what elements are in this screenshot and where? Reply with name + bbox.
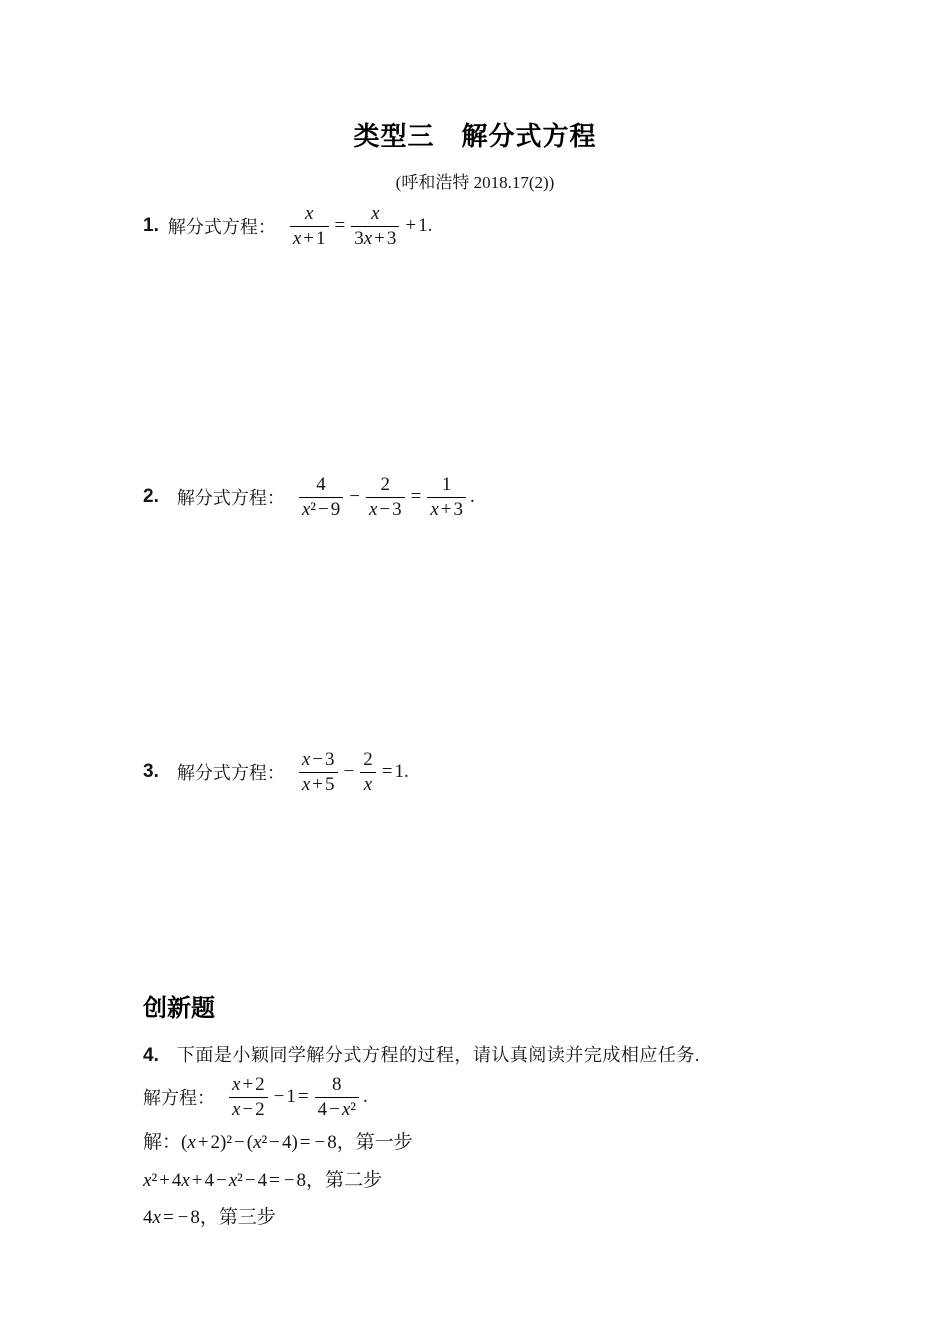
denominator: 4 − x² xyxy=(317,1098,356,1120)
problem-4-number: 4. xyxy=(143,1045,159,1066)
solve-equation-line xyxy=(143,1074,368,1121)
problem-1-number: 1. xyxy=(143,215,159,237)
problem-3 xyxy=(143,749,409,796)
solve-label: 解方程： xyxy=(143,1088,215,1109)
problem-2-number: 2. xyxy=(143,486,159,508)
source-note: (呼和浩特 2018.17(2)) xyxy=(395,173,555,192)
math-text: . xyxy=(469,486,475,508)
problem-2 xyxy=(143,474,475,521)
fraction-bar xyxy=(351,226,399,227)
fraction-bar xyxy=(366,497,405,498)
section-heading: 创新题 xyxy=(143,995,215,1022)
solve-equation xyxy=(225,1074,368,1121)
math-text: − 1 = xyxy=(273,1086,309,1108)
denominator: x + 1 xyxy=(292,227,326,249)
fraction xyxy=(299,749,338,796)
fraction xyxy=(315,1074,359,1121)
fraction xyxy=(360,749,376,796)
denominator: x + 5 xyxy=(301,773,335,795)
fraction-bar xyxy=(229,1097,268,1098)
page-title: 类型三 解分式方程 xyxy=(353,121,597,151)
math-text: . xyxy=(362,1086,368,1108)
fraction xyxy=(229,1074,268,1121)
fraction xyxy=(366,474,405,521)
denominator: x − 2 xyxy=(232,1098,265,1120)
fraction-bar xyxy=(360,772,376,773)
numerator: 1 xyxy=(441,474,452,495)
math-text: = 1. xyxy=(381,761,409,783)
fraction-bar xyxy=(290,226,329,227)
problem-3-prompt: 解分式方程： xyxy=(176,763,285,784)
denominator: x² − 9 xyxy=(301,498,341,520)
fraction xyxy=(299,474,343,521)
math-text: = xyxy=(410,486,422,508)
problem-3-equation xyxy=(295,749,409,796)
fraction xyxy=(427,474,466,521)
numerator: x − 3 xyxy=(301,749,335,770)
numerator: x xyxy=(304,203,314,224)
math-text: − xyxy=(349,486,360,508)
problem-3-number: 3. xyxy=(143,761,159,783)
numerator: x xyxy=(371,203,380,224)
numerator: x + 2 xyxy=(232,1074,265,1095)
math-text: + 1. xyxy=(405,215,433,237)
problem-2-equation xyxy=(295,474,475,521)
numerator: 4 xyxy=(316,474,326,495)
fraction-bar xyxy=(299,772,338,773)
denominator: x − 3 xyxy=(368,498,402,520)
fraction xyxy=(351,203,399,250)
numerator: 2 xyxy=(363,749,373,770)
problem-4 xyxy=(143,1041,700,1067)
problem-1-equation xyxy=(286,203,433,250)
problem-1-prompt: 解分式方程： xyxy=(167,217,276,238)
fraction-bar xyxy=(299,497,343,498)
problem-1 xyxy=(143,203,432,250)
denominator: x + 3 xyxy=(430,498,463,520)
problem-4-statement: 下面是小颖同学解分式方程的过程，请认真阅读并完成相应任务. xyxy=(176,1045,700,1065)
denominator: x xyxy=(363,773,373,795)
numerator: 2 xyxy=(380,474,391,495)
solution-step-2: x² + 4x + 4 − x² − 4 = − 8，第二步 xyxy=(143,1170,383,1191)
math-text: − xyxy=(343,761,355,783)
problem-2-prompt: 解分式方程： xyxy=(176,488,285,509)
solution-step-3: 4x = − 8，第三步 xyxy=(143,1207,276,1228)
numerator: 8 xyxy=(332,1074,342,1095)
solution-step-1: 解：(x + 2)² − (x² − 4) = − 8，第一步 xyxy=(143,1132,413,1153)
denominator: 3x + 3 xyxy=(354,227,397,249)
fraction-bar xyxy=(315,1097,359,1098)
math-text: = xyxy=(334,215,346,237)
fraction-bar xyxy=(427,497,466,498)
fraction xyxy=(290,203,329,250)
